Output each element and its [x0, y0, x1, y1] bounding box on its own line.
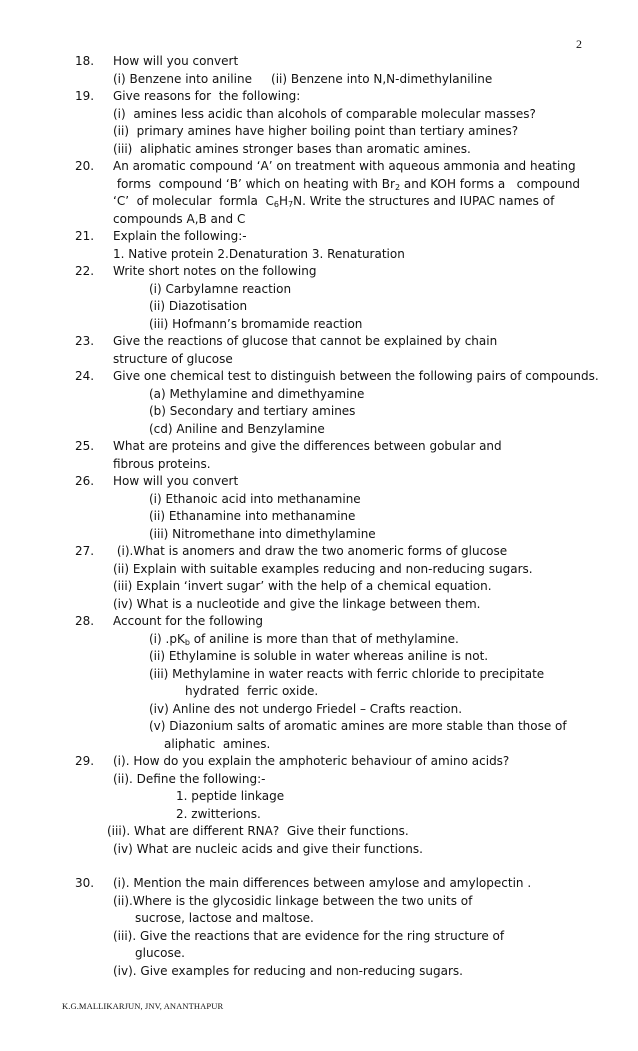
question-subpart: (i) Benzene into aniline (ii) Benzene into N,N-dimethylaniline	[113, 71, 493, 86]
question-number: 20.	[75, 159, 95, 173]
question-subpart: (iii) Nitromethane into dimethylamine	[149, 526, 376, 541]
question-text: Give the reactions of glucose that cannot be explained by chain	[113, 334, 498, 348]
page-footer: K.G.MALLIKARJUN, JNV, ANANTHAPUR	[62, 1001, 224, 1011]
question-subpart: (ii) Ethylamine is soluble in water whereas aniline is not.	[149, 649, 489, 663]
question-subpart: (ii) Ethanamine into methanamine	[149, 509, 356, 523]
question-18	[0, 53, 638, 88]
question-number: 21.	[75, 229, 95, 243]
question-19	[0, 88, 638, 158]
question-number: 26.	[75, 474, 95, 488]
question-29	[0, 753, 638, 858]
question-text: Explain the following:-	[113, 229, 247, 243]
question-subpart: (i). How do you explain the amphoteric behaviour of amino acids?	[113, 754, 510, 768]
question-number: 29.	[75, 754, 95, 768]
question-subpart: (a) Methylamine and dimethyamine	[149, 386, 365, 401]
question-text-line	[113, 176, 638, 194]
text-fragment: ‘C’ of molecular formla C	[113, 194, 274, 208]
spacer	[0, 858, 638, 875]
question-subpart: (ii).Where is the glycosidic linkage between the two units of	[113, 893, 473, 908]
question-21	[0, 228, 638, 263]
text-fragment: and KOH forms a compound	[400, 176, 581, 191]
question-26	[0, 473, 638, 543]
question-subpart: (iv) What are nucleic acids and give their functions.	[113, 841, 423, 856]
question-number: 24.	[75, 369, 95, 383]
question-subpart: (b) Secondary and tertiary amines	[149, 404, 356, 418]
question-text: structure of glucose	[113, 351, 233, 366]
text-fragment: N. Write the structures and IUPAC names of	[293, 194, 555, 208]
question-subpart-continued: glucose.	[135, 946, 185, 960]
question-text: An aromatic compound ‘A’ on treatment with aqueous ammonia and heating	[113, 159, 576, 173]
question-20	[0, 158, 638, 228]
question-subpart-continued: hydrated ferric oxide.	[185, 684, 319, 698]
question-text: Write short notes on the following	[113, 264, 317, 278]
question-subpart: (iii) Methylamine in water reacts with ferric chloride to precipitate	[149, 666, 545, 681]
question-subpart-continued: sucrose, lactose and maltose.	[135, 911, 314, 925]
subscript: 2	[394, 182, 401, 192]
question-number: 27.	[75, 544, 95, 558]
question-subpart: (ii) primary amines have higher boiling point than tertiary amines?	[113, 124, 519, 138]
question-subpart: 1. Native protein 2.Denaturation 3. Renaturation	[113, 246, 405, 261]
question-subpart: (ii) Diazotisation	[149, 299, 248, 313]
question-subpart: (iii). Give the reactions that are evidence for the ring structure of	[113, 928, 505, 943]
question-text: Account for the following	[113, 614, 264, 628]
question-subpart: (ii) Explain with suitable examples reducing and non-reducing sugars.	[113, 561, 533, 576]
question-subpart: (iii). What are different RNA? Give their functions.	[107, 824, 409, 838]
question-subpart: (iii) Hofmann’s bromamide reaction	[149, 316, 363, 331]
question-subpart: (i) Carbylamne reaction	[149, 281, 292, 296]
question-subpart: (iv) Anline des not undergo Friedel – Crafts reaction.	[149, 701, 463, 716]
question-subpart: (iii) Explain ‘invert sugar’ with the help of a chemical equation.	[113, 579, 492, 593]
question-subpart: (ii). Define the following:-	[113, 771, 266, 786]
question-subpart-continued: aliphatic amines.	[164, 736, 271, 751]
question-23	[0, 333, 638, 368]
question-text: What are proteins and give the differences between gobular and	[113, 439, 502, 453]
question-22	[0, 263, 638, 333]
question-25	[0, 438, 638, 473]
question-number: 22.	[75, 264, 95, 278]
question-27	[0, 543, 638, 613]
text-fragment: (i) .pK	[149, 631, 185, 646]
question-text-line	[113, 193, 638, 211]
question-subpart: (i) Ethanoic acid into methanamine	[149, 491, 361, 506]
question-subpart	[113, 631, 638, 649]
question-number: 25.	[75, 439, 95, 453]
text-fragment: of aniline is more than that of methylamine.	[189, 631, 459, 646]
question-subpart: (iv). Give examples for reducing and non-reducing sugars.	[113, 963, 463, 978]
definition-item: 2. zwitterions.	[176, 806, 261, 821]
question-number: 23.	[75, 334, 95, 348]
subscript: b	[184, 637, 190, 647]
question-list	[0, 53, 638, 980]
question-number: 18.	[75, 54, 95, 68]
question-subpart: (i) amines less acidic than alcohols of comparable molecular masses?	[113, 106, 536, 121]
question-28	[0, 613, 638, 753]
subscript: 7	[288, 200, 294, 209]
question-text: How will you convert	[113, 54, 239, 68]
subscript: 6	[273, 200, 279, 209]
question-text: fibrous proteins.	[113, 456, 211, 471]
question-24	[0, 368, 638, 438]
question-30	[0, 875, 638, 980]
page-number: 2	[576, 37, 582, 51]
question-subpart: (i). Mention the main differences between amylose and amylopectin .	[113, 876, 532, 890]
question-text: Give one chemical test to distinguish between the following pairs of compounds.	[113, 369, 599, 383]
question-subpart: (iv) What is a nucleotide and give the linkage between them.	[113, 596, 481, 611]
text-fragment: forms compound ‘B’ which on heating with Br	[113, 176, 395, 191]
question-number: 19.	[75, 89, 95, 103]
question-text: How will you convert	[113, 474, 239, 488]
definition-item: 1. peptide linkage	[176, 789, 285, 803]
question-subpart: (v) Diazonium salts of aromatic amines are more stable than those of	[149, 719, 567, 733]
question-subpart: (i).What is anomers and draw the two anomeric forms of glucose	[113, 544, 508, 558]
question-subpart: (cd) Aniline and Benzylamine	[149, 421, 325, 436]
question-subpart: (iii) aliphatic amines stronger bases than aromatic amines.	[113, 141, 471, 156]
question-text: compounds A,B and C	[113, 211, 246, 226]
question-number: 30.	[75, 876, 95, 890]
question-text: Give reasons for the following:	[113, 89, 301, 103]
text-fragment: H	[279, 194, 289, 208]
question-number: 28.	[75, 614, 95, 628]
